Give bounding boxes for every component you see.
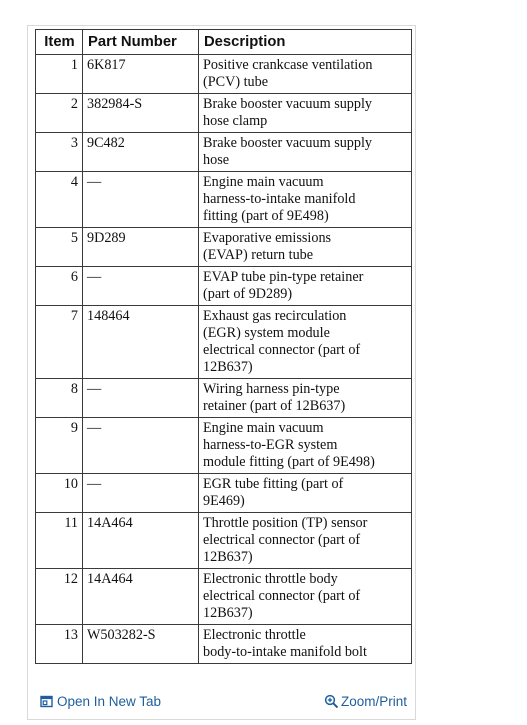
description-cell xyxy=(199,306,412,379)
description-line: harness-to-intake manifold xyxy=(203,191,356,207)
description-cell xyxy=(199,94,412,133)
part-number-cell: 6K817 xyxy=(83,55,199,94)
part-number-cell: — xyxy=(83,267,199,306)
description-line: Exhaust gas recirculation xyxy=(203,308,347,324)
description-line: 9E469) xyxy=(203,493,245,509)
description-line: retainer (part of 12B637) xyxy=(203,398,346,414)
header-description: Description xyxy=(199,30,412,55)
description-line: hose xyxy=(203,152,230,168)
item-number-cell: 11 xyxy=(36,513,83,569)
description-line: 12B637) xyxy=(203,549,253,565)
description-line: (PCV) tube xyxy=(203,74,269,90)
item-number-cell: 4 xyxy=(36,172,83,228)
open-in-new-tab-label: Open In New Tab xyxy=(57,694,162,709)
table-row xyxy=(36,172,412,228)
part-number-cell: — xyxy=(83,418,199,474)
figure-footer xyxy=(38,694,407,714)
table-row xyxy=(36,513,412,569)
description-line: 12B637) xyxy=(203,359,253,375)
part-number-cell: 9C482 xyxy=(83,133,199,172)
table-row xyxy=(36,379,412,418)
item-number-cell: 7 xyxy=(36,306,83,379)
table-row xyxy=(36,267,412,306)
description-cell xyxy=(199,379,412,418)
description-line: module fitting (part of 9E498) xyxy=(203,454,375,470)
description-line: fitting (part of 9E498) xyxy=(203,208,329,224)
description-cell xyxy=(199,172,412,228)
description-cell xyxy=(199,267,412,306)
description-cell xyxy=(199,513,412,569)
part-number-cell: W503282-S xyxy=(83,625,199,664)
description-cell xyxy=(199,55,412,94)
description-line: electrical connector (part of xyxy=(203,588,361,604)
header-item: Item xyxy=(36,30,83,55)
description-cell xyxy=(199,133,412,172)
open-in-new-tab-icon xyxy=(40,695,53,708)
header-part-number: Part Number xyxy=(83,30,199,55)
table-row xyxy=(36,94,412,133)
description-line: Wiring harness pin-type xyxy=(203,381,340,397)
item-number-cell: 1 xyxy=(36,55,83,94)
table-row xyxy=(36,55,412,94)
description-line: Electronic throttle body xyxy=(203,571,338,587)
description-line: body-to-intake manifold bolt xyxy=(203,644,367,660)
part-number-cell: 14A464 xyxy=(83,513,199,569)
part-number-cell: — xyxy=(83,172,199,228)
parts-table xyxy=(35,29,412,664)
table-row xyxy=(36,133,412,172)
parts-table-body xyxy=(36,55,412,664)
description-line: electrical connector (part of xyxy=(203,342,361,358)
zoom-print-link[interactable] xyxy=(324,694,407,709)
description-line: Brake booster vacuum supply xyxy=(203,135,373,151)
description-line: (EGR) system module xyxy=(203,325,330,341)
table-row xyxy=(36,569,412,625)
magnifier-plus-icon xyxy=(324,694,339,709)
item-number-cell: 6 xyxy=(36,267,83,306)
description-line: Throttle position (TP) sensor xyxy=(203,515,368,531)
item-number-cell: 9 xyxy=(36,418,83,474)
description-cell xyxy=(199,474,412,513)
description-line: Electronic throttle xyxy=(203,627,306,643)
description-line: Evaporative emissions xyxy=(203,230,332,246)
description-line: Brake booster vacuum supply xyxy=(203,96,373,112)
table-header-row xyxy=(36,30,412,55)
description-cell xyxy=(199,569,412,625)
part-number-cell: 14A464 xyxy=(83,569,199,625)
description-line: harness-to-EGR system xyxy=(203,437,338,453)
description-line: electrical connector (part of xyxy=(203,532,361,548)
description-line: EVAP tube pin-type retainer xyxy=(203,269,364,285)
part-number-cell: — xyxy=(83,379,199,418)
item-number-cell: 13 xyxy=(36,625,83,664)
item-number-cell: 5 xyxy=(36,228,83,267)
description-cell xyxy=(199,418,412,474)
description-line: hose clamp xyxy=(203,113,268,129)
table-row xyxy=(36,306,412,379)
table-row xyxy=(36,228,412,267)
description-cell xyxy=(199,228,412,267)
description-line: Engine main vacuum xyxy=(203,174,324,190)
item-number-cell: 8 xyxy=(36,379,83,418)
description-line: 12B637) xyxy=(203,605,253,621)
open-in-new-tab-link[interactable] xyxy=(40,694,161,709)
part-number-cell: — xyxy=(83,474,199,513)
description-line: (part of 9D289) xyxy=(203,286,293,302)
table-row xyxy=(36,474,412,513)
description-line: Engine main vacuum xyxy=(203,420,324,436)
part-number-cell: 9D289 xyxy=(83,228,199,267)
description-line: EGR tube fitting (part of xyxy=(203,476,344,492)
parts-figure-frame xyxy=(27,25,416,720)
item-number-cell: 12 xyxy=(36,569,83,625)
part-number-cell: 382984-S xyxy=(83,94,199,133)
description-line: Positive crankcase ventilation xyxy=(203,57,373,73)
table-row xyxy=(36,625,412,664)
item-number-cell: 3 xyxy=(36,133,83,172)
table-row xyxy=(36,418,412,474)
description-cell xyxy=(199,625,412,664)
part-number-cell: 148464 xyxy=(83,306,199,379)
item-number-cell: 10 xyxy=(36,474,83,513)
item-number-cell: 2 xyxy=(36,94,83,133)
zoom-print-label: Zoom/Print xyxy=(340,694,407,709)
description-line: (EVAP) return tube xyxy=(203,247,314,263)
